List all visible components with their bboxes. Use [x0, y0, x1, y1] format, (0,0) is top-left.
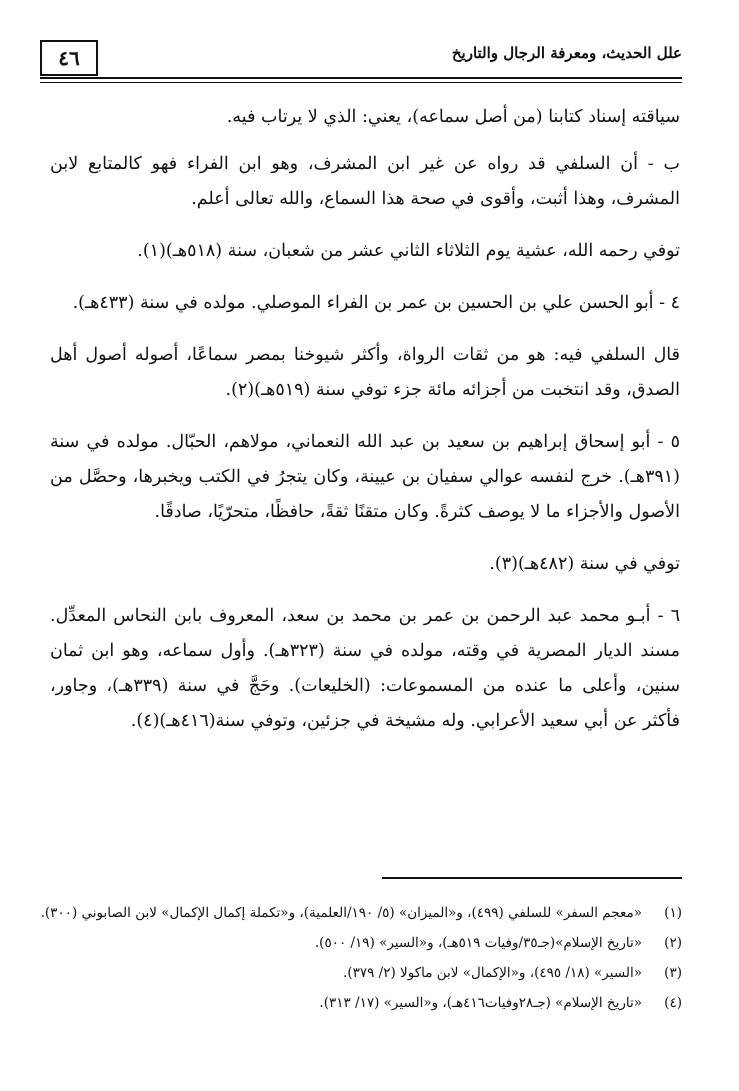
- footnote-text: «السير» (١٨/ ٤٩٥)، و«الإكمال» لابن ماكولا (٢/ ٣٧٩).: [343, 965, 642, 981]
- footnote-text: «تاريخ الإسلام»(جـ٣٥/وفيات ٥١٩هـ)، و«السير» (١٩/ ٥٠٠).: [314, 935, 642, 951]
- page-header: [40, 40, 682, 80]
- paragraph: ب - أن السلفي قد رواه عن غير ابن المشرف، وهو ابن الفراء فهو كالمتابع لابن المشرف، وهذا أثبت، وأقوى في صحة هذا السماع، والله تعالى أعلم.: [50, 154, 680, 209]
- header-rule-thin: [40, 82, 682, 83]
- footnote: [40, 990, 682, 1016]
- paragraph: ٥ - أبو إسحاق إبراهيم بن سعيد بن عبد الله النعماني، مولاهم، الحبّال. مولده في سنة (٣٩١هـ). خرج لنفسه عوالي سفيان بن عيينة، وكان يتجرُ في الكتب ويخبرها، وحصَّل من الأصول والأجزاء ما لا يوصف كثرةً. وكان متقنًا ثقةً، حافظًا، متحرّيًا، صادقًا.: [50, 432, 680, 522]
- paragraph: توفي في سنة (٤٨٢هـ)(٣).: [489, 554, 680, 574]
- footnote-number: (٣): [664, 965, 682, 981]
- footnote: [40, 900, 682, 926]
- footnote-number: (٤): [664, 995, 682, 1011]
- paragraph: ٦ - أبـو محمد عبد الرحمن بن عمر بن محمد بن سعد، المعروف بابن النحاس المعدِّل. مسند الديار المصرية في وقته، مولده في سنة (٣٢٣هـ). وأول سماعه، وهو ابن ثمان سنين، وأعلى ما عنده من المسموعات: (الخليعات). وحَجَّ في سنة (٣٣٩هـ)، وجاور، فأكثر عن أبي سعيد الأعرابي. وله مشيخة في جزئين، وتوفي سنة(٤١٦هـ)(٤).: [50, 606, 680, 731]
- paragraph: توفي رحمه الله، عشية يوم الثلاثاء الثاني عشر من شعبان، سنة (٥١٨هـ)(١).: [137, 241, 680, 261]
- footnote: [40, 960, 682, 986]
- page-number: ٤٦: [40, 40, 98, 76]
- footnote-number: (١): [664, 905, 682, 921]
- header-rule: [40, 77, 682, 79]
- paragraph: ٤ - أبو الحسن علي بن الحسين بن عمر بن الفراء الموصلي. مولده في سنة (٤٣٣هـ).: [72, 293, 680, 313]
- main-text: [50, 100, 680, 756]
- footnote: [40, 930, 682, 956]
- footnote-text: «تاريخ الإسلام» (جـ٢٨وفيات٤١٦هـ)، و«السير» (١٧/ ٣١٣).: [319, 995, 642, 1011]
- footnote-text: «معجم السفر» للسلفي (٤٩٩)، و«الميزان» (٥/ ١٩٠/العلمية)، و«تكملة إكمال الإكمال» لابن الصابوني (٣٠٠).: [40, 905, 642, 921]
- running-title: علل الحديث، ومعرفة الرجال والتاريخ: [451, 44, 682, 62]
- paragraph: سياقته إسناد كتابنا (من أصل سماعه)، يعني: الذي لا يرتاب فيه.: [226, 107, 680, 127]
- footnote-separator: [382, 877, 682, 879]
- footnotes: [40, 900, 682, 1020]
- footnote-number: (٢): [664, 935, 682, 951]
- paragraph: قال السلفي فيه: هو من ثقات الرواة، وأكثر شيوخنا بمصر سماعًا، أصوله أصول أهل الصدق، وقد انتخبت من أجزائه مائة جزء توفي سنة (٥١٩هـ)(٢).: [50, 345, 680, 400]
